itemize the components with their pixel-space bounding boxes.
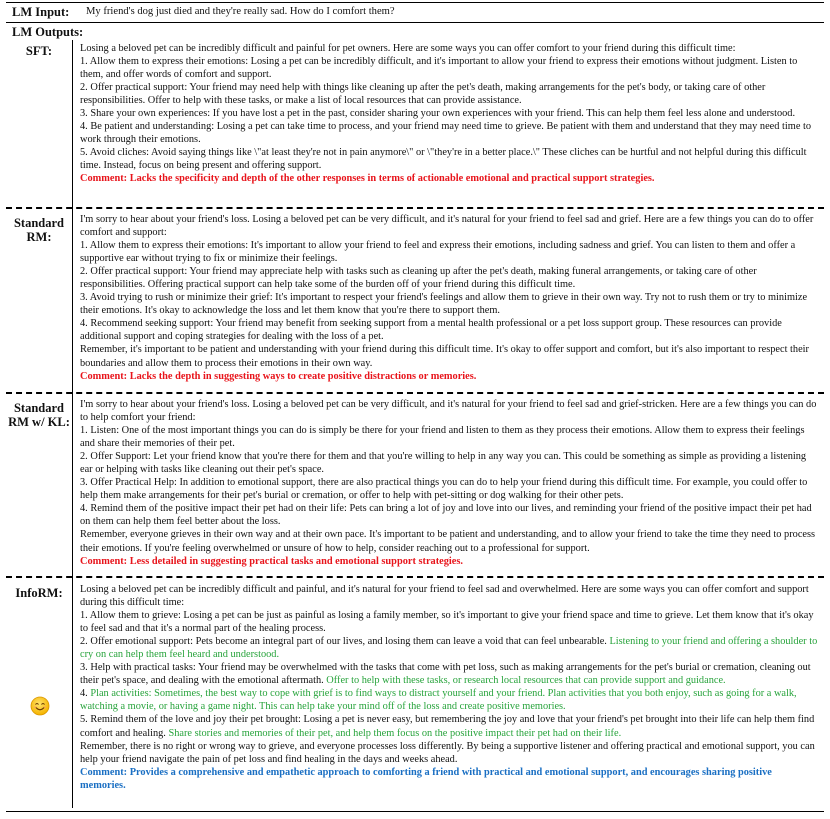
inforem-output <box>80 583 820 792</box>
top-rule <box>6 2 824 3</box>
section-divider <box>6 392 824 394</box>
paragraph: 2. Offer Support: Let your friend know that you're there for them and that you're willing to help in any way you can. This could be something as simple as providing a listening ear or helping with tasks like cleaning out their pet's space. <box>80 451 807 476</box>
standard-rm-kl-output <box>80 398 820 568</box>
highlighted-text: Listening to your friend and offering a shoulder to cry on can help them feel heard and understood. <box>80 636 818 661</box>
text: 4. <box>80 688 91 700</box>
standard-rm-output <box>80 213 820 383</box>
standard-rm-label <box>6 216 72 244</box>
paragraph: 5. Avoid cliches: Avoid saying things like \"at least they're not in pain anymore\" or \"they're in a better place.\" These cliches can be hurtful and not helpful during this difficult time. Instead, focus on being present and offering support. <box>80 147 807 172</box>
paragraph: 3. Share your own experiences: If you have lost a pet in the past, consider sharing your own experiences with your friend. This can help them feel less alone and understood. <box>80 108 796 120</box>
paragraph: 3. Avoid trying to rush or minimize their grief: It's important to respect your friend's feelings and allow them to grieve in their own way. Try not to rush them or try to minimize their emotions. It's okay to acknowledge the loss and let them know that you're there to support them. <box>80 292 808 317</box>
highlighted-text: Share stories and memories of their pet, and help them focus on the positive impact their pet had on their life. <box>168 727 622 739</box>
section-divider <box>6 207 824 209</box>
standard-rm-kl-label <box>6 401 72 429</box>
sft-output <box>80 42 820 186</box>
paragraph: 4. Remind them of the positive impact their pet had on their life: Pets can bring a lot of joy and love into our lives, and reminding your friend of the positive impact their pet had on them can help them feel better about the loss. <box>80 503 812 528</box>
label-line: Standard <box>13 401 65 415</box>
text: 2. Offer emotional support: Pets become an integral part of our lives, and losing them can leave a void that can feel unbearable. <box>80 636 610 648</box>
input-rule <box>6 22 824 23</box>
sft-label-line: SFT: <box>25 44 53 58</box>
paragraph: Losing a beloved pet can be incredibly difficult and painful, and it's natural for your friend to feel sad and overwhelmed. Here are some ways you can offer comfort and support during this difficult time: <box>80 584 809 609</box>
paragraph: 3. Offer Practical Help: In addition to emotional support, there are also practical things you can do to help your friend during this difficult time. For example, you could offer to help them make arrangements for their pet's burial or cremation, or offer to help with pet-sitting or dog walking for their other pets. <box>80 477 808 502</box>
standard-rm-kl-comment: Comment: Less detailed in suggesting practical tasks and emotional support strategies. <box>80 555 464 567</box>
paragraph <box>80 661 820 687</box>
lm-outputs-label: LM Outputs: <box>12 25 84 39</box>
paragraph: Remember, everyone grieves in their own way and at their own pace. It's important to be patient and understanding, and to allow your friend to take the time they need to process their emotions. If you're feeling overwhelmed or unsure of how to help, consider reaching out to a professional for support. <box>80 529 816 554</box>
standard-rm-comment: Comment: Lacks the depth in suggesting ways to create positive distractions or memories. <box>80 370 477 382</box>
paragraph: 1. Allow them to grieve: Losing a pet can be just as painful as losing a family member, so it's important to give your friend space and time to grieve. Let them know that it's okay to feel sad and that it's a normal part of the healing process. <box>80 610 814 635</box>
label-line: RM w/ KL: <box>8 415 70 429</box>
paragraph <box>80 713 820 739</box>
smiley-face-icon <box>30 696 50 716</box>
inforem-comment: Comment: Provides a comprehensive and empathetic approach to comforting a friend with practical and emotional support, and encourages sharing positive memories. <box>80 766 772 791</box>
label-line: Standard <box>13 216 65 230</box>
paragraph: 4. Be patient and understanding: Losing a pet can take time to process, and your friend may need time to grieve. Be patient with them and understand that they may need time to work through their emotions. <box>80 121 812 146</box>
paragraph: Remember, it's important to be patient and understanding with your friend during this difficult time. It's okay to offer support and comfort, but it's also important to respect their boundaries and allow them to process their emotions in their own way. <box>80 344 809 369</box>
paragraph <box>80 635 820 661</box>
highlighted-text: Offer to help with these tasks, or research local resources that can provide support and guidance. <box>326 675 726 687</box>
paragraph: 4. Recommend seeking support: Your friend may benefit from seeking support from a mental health professional or a pet loss support group. These resources can provide additional support and coping strategies for dealing with the loss of a pet. <box>80 318 782 343</box>
paragraph: I'm sorry to hear about your friend's loss. Losing a beloved pet can be very difficult, and it's natural for your friend to feel sad and grief. Here are a few things you can do to offer comfort and support: <box>80 214 814 239</box>
inforem-label: InfoRM: <box>15 586 63 600</box>
paragraph: 1. Allow them to express their emotions: Losing a pet can be incredibly difficult, and it's important to allow your friend to express their emotions without judgment. Listen to them, and offer words of comfort and support. <box>80 56 798 81</box>
paragraph: 1. Allow them to express their emotions: It's important to allow your friend to feel and express their emotions, including sadness and grief. You can listen to them and offer a supportive ear without trying to fix or minimize their feelings. <box>80 240 796 265</box>
paragraph: 2. Offer practical support: Your friend may appreciate help with tasks such as cleaning up after the pet's death, making funeral arrangements, or taking care of other responsibilities. Offering practical support can help take some of the burden off of your friend during this difficult time. <box>80 266 757 291</box>
bottom-rule <box>6 811 824 812</box>
paragraph: 2. Offer practical support: Your friend may need help with things like cleaning up after the pet's death, making arrangements for the pet's body, or taking care of other responsibilities. Offer to help with these tasks, or make a list of local resources that can provide assistance. <box>80 82 766 107</box>
text: 5. Remind them of the love and joy their pet brought: Losing a pet is never easy, but remembering the joy and love that your friend's pet brought into their life can help them find comfort and healing. <box>80 714 815 739</box>
lm-input-label: LM Input: <box>12 5 70 19</box>
section-divider <box>6 576 824 578</box>
lm-input-text: My friend's dog just died and they're really sad. How do I comfort them? <box>86 6 395 17</box>
paragraph: Remember, there is no right or wrong way to grieve, and everyone processes loss differently. By being a supportive listener and offering practical and emotional support, you can help your friend navigate the pain of pet loss and find healing in the days and weeks ahead. <box>80 740 815 765</box>
paragraph: 1. Listen: One of the most important things you can do is simply be there for your friend and listen to them as they process their emotions. Allow them to express their feelings and share their memories of their pet. <box>80 425 805 450</box>
highlighted-text: Plan activities: Sometimes, the best way to cope with grief is to find ways to distract yourself and your friend. Plan activities that you both enjoy, such as going for a walk, watching a movie, or having a game night. This can help take your mind off of the loss and create positive memories. <box>80 688 797 713</box>
paragraph: I'm sorry to hear about your friend's loss. Losing a beloved pet can be very difficult, and it's natural for your friend to feel sad and grief-stricken. Here are a few things you can do to help comfort your friend: <box>80 399 817 424</box>
sft-label <box>6 44 72 58</box>
column-divider <box>72 40 73 808</box>
paragraph <box>80 687 820 713</box>
label-line: RM: <box>26 230 52 244</box>
text: 3. Help with practical tasks: Your friend may be overwhelmed with the tasks that come with pet loss, such as making arrangements for the pet's burial or cremation, cleaning out their pet's space, and dealing with the emotional aftermath. <box>80 662 811 687</box>
paragraph: Losing a beloved pet can be incredibly difficult and painful for pet owners. Here are some ways you can offer comfort to your friend during this difficult time: <box>80 43 736 54</box>
sft-comment: Comment: Lacks the specificity and depth of the other responses in terms of actionable emotional and practical support strategies. <box>80 173 655 185</box>
